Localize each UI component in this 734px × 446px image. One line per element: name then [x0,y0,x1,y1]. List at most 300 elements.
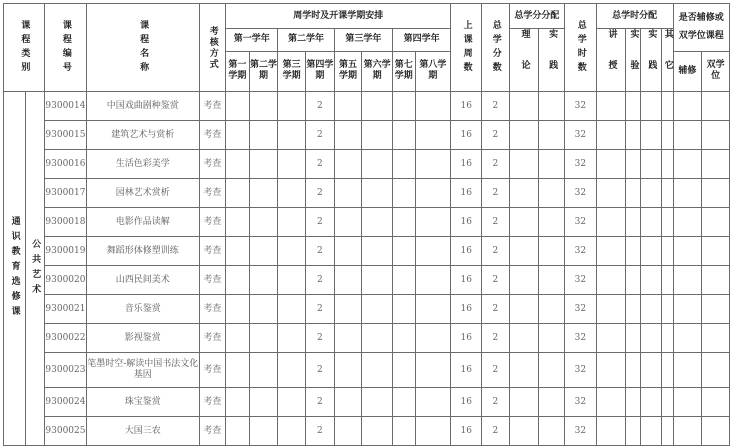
header-name: 课程名称 [86,4,199,92]
semester-6-hours [362,417,393,446]
course-name: 建筑艺术与赏析 [86,121,199,150]
header-category: 课程类别 [4,4,45,92]
practice-credits [539,388,565,417]
total-credits: 2 [482,179,510,208]
table-row [4,208,730,237]
total-hours: 32 [565,92,597,121]
assessment-method: 考查 [199,295,226,324]
assessment-method: 考查 [199,237,226,266]
lecture-hours [596,266,626,295]
double-degree-flag [702,295,730,324]
other-hours [662,92,673,121]
practice-hours [640,208,662,237]
semester-6-hours [362,295,393,324]
theory-credits [509,388,539,417]
table-row [4,179,730,208]
semester-5-hours [334,208,362,237]
semester-2-hours [249,417,278,446]
total-credits: 2 [482,324,510,353]
total-credits: 2 [482,237,510,266]
total-credits: 2 [482,295,510,324]
semester-1-hours [226,179,250,208]
semester-3-hours [278,179,306,208]
semester-2-hours [249,388,278,417]
header-semester-5: 第五学期 [334,51,362,92]
semester-5-hours [334,150,362,179]
header-theory-credits: 理论 [509,29,539,92]
course-name: 影视鉴赏 [86,324,199,353]
practice-credits [539,266,565,295]
category-sub: 公共艺术 [25,92,44,446]
semester-3-hours [278,388,306,417]
double-degree-flag [702,417,730,446]
weeks: 16 [451,237,482,266]
double-degree-flag [702,324,730,353]
header-minor-group: 是否辅修或双学位课程 [673,4,729,52]
semester-8-hours [415,179,451,208]
practice-hours [640,121,662,150]
other-hours [662,324,673,353]
weeks: 16 [451,353,482,388]
practice-credits [539,417,565,446]
semester-2-hours [249,353,278,388]
semester-4-hours: 2 [306,388,335,417]
practice-hours [640,150,662,179]
course-code: 9300020 [44,266,86,295]
theory-credits [509,92,539,121]
total-credits: 2 [482,388,510,417]
course-code: 9300023 [44,353,86,388]
semester-3-hours [278,353,306,388]
double-degree-flag [702,179,730,208]
total-hours: 32 [565,121,597,150]
header-hour-dist-group: 总学时分配 [596,4,673,29]
lab-hours [626,150,640,179]
lab-hours [626,121,640,150]
semester-2-hours [249,295,278,324]
other-hours [662,353,673,388]
total-credits: 2 [482,150,510,179]
lab-hours [626,237,640,266]
semester-2-hours [249,179,278,208]
weeks: 16 [451,417,482,446]
other-hours [662,150,673,179]
semester-2-hours [249,150,278,179]
table-row [4,417,730,446]
table-row [4,353,730,388]
practice-hours [640,237,662,266]
course-name: 笔墨时空-解读中国书法文化基因 [86,353,199,388]
total-credits: 2 [482,417,510,446]
practice-credits [539,150,565,179]
header-semester-3: 第三学期 [278,51,306,92]
semester-1-hours [226,417,250,446]
semester-6-hours [362,150,393,179]
semester-8-hours [415,237,451,266]
header-year-1: 第一学年 [226,29,278,52]
theory-credits [509,324,539,353]
total-credits: 2 [482,353,510,388]
course-name: 舞蹈形体修塑训练 [86,237,199,266]
semester-6-hours [362,388,393,417]
semester-8-hours [415,324,451,353]
other-hours [662,121,673,150]
semester-4-hours: 2 [306,179,335,208]
semester-4-hours: 2 [306,295,335,324]
total-hours: 32 [565,353,597,388]
total-hours: 32 [565,179,597,208]
practice-hours [640,179,662,208]
course-code: 9300017 [44,179,86,208]
course-code: 9300016 [44,150,86,179]
table-row [4,266,730,295]
practice-credits [539,353,565,388]
practice-hours [640,388,662,417]
theory-credits [509,295,539,324]
total-hours: 32 [565,388,597,417]
semester-8-hours [415,121,451,150]
double-degree-flag [702,237,730,266]
course-name: 园林艺术赏析 [86,179,199,208]
table-row [4,237,730,266]
course-code: 9300022 [44,324,86,353]
semester-3-hours [278,237,306,266]
lecture-hours [596,388,626,417]
semester-4-hours: 2 [306,208,335,237]
minor-flag [673,324,702,353]
header-semester-7: 第七学期 [393,51,416,92]
weeks: 16 [451,179,482,208]
course-name: 山西民间美术 [86,266,199,295]
semester-7-hours [393,92,416,121]
semester-1-hours [226,353,250,388]
practice-hours [640,417,662,446]
minor-flag [673,353,702,388]
curriculum-table [3,3,730,446]
total-credits: 2 [482,208,510,237]
table-row [4,295,730,324]
semester-8-hours [415,208,451,237]
lab-hours [626,208,640,237]
semester-1-hours [226,121,250,150]
practice-credits [539,324,565,353]
semester-8-hours [415,150,451,179]
semester-7-hours [393,353,416,388]
minor-flag [673,92,702,121]
table-row [4,150,730,179]
table-row [4,388,730,417]
total-credits: 2 [482,266,510,295]
header-semester-2: 第二学期 [249,51,278,92]
minor-flag [673,295,702,324]
header-year-3: 第三学年 [334,29,392,52]
semester-7-hours [393,266,416,295]
course-code: 9300015 [44,121,86,150]
semester-1-hours [226,150,250,179]
semester-8-hours [415,417,451,446]
semester-1-hours [226,388,250,417]
weeks: 16 [451,150,482,179]
semester-2-hours [249,92,278,121]
minor-flag [673,208,702,237]
semester-2-hours [249,121,278,150]
semester-7-hours [393,388,416,417]
semester-7-hours [393,295,416,324]
semester-4-hours: 2 [306,324,335,353]
table-row [4,324,730,353]
double-degree-flag [702,266,730,295]
semester-7-hours [393,237,416,266]
header-code: 课程编号 [44,4,86,92]
practice-hours [640,266,662,295]
assessment-method: 考查 [199,353,226,388]
header-total-credits: 总学分数 [482,4,510,92]
assessment-method: 考查 [199,324,226,353]
course-code: 9300024 [44,388,86,417]
practice-credits [539,179,565,208]
header-other-hours: 其它 [662,29,673,91]
other-hours [662,266,673,295]
assessment-method: 考查 [199,208,226,237]
course-code: 9300025 [44,417,86,446]
total-credits: 2 [482,92,510,121]
course-name: 珠宝鉴赏 [86,388,199,417]
header-practice-hours: 实践 [640,29,662,92]
lecture-hours [596,295,626,324]
semester-6-hours [362,266,393,295]
weeks: 16 [451,295,482,324]
lecture-hours [596,179,626,208]
weeks: 16 [451,121,482,150]
theory-credits [509,353,539,388]
weeks: 16 [451,324,482,353]
semester-6-hours [362,208,393,237]
semester-6-hours [362,237,393,266]
header-schedule-group: 周学时及开课学期安排 [226,4,451,29]
practice-credits [539,295,565,324]
semester-5-hours [334,417,362,446]
semester-1-hours [226,208,250,237]
theory-credits [509,121,539,150]
practice-hours [640,353,662,388]
other-hours [662,208,673,237]
total-hours: 32 [565,237,597,266]
semester-1-hours [226,92,250,121]
course-code: 9300019 [44,237,86,266]
lab-hours [626,388,640,417]
minor-flag [673,237,702,266]
minor-flag [673,121,702,150]
semester-8-hours [415,388,451,417]
weeks: 16 [451,266,482,295]
table-body [4,92,730,446]
total-hours: 32 [565,417,597,446]
semester-3-hours [278,92,306,121]
theory-credits [509,266,539,295]
semester-4-hours: 2 [306,121,335,150]
minor-flag [673,388,702,417]
semester-2-hours [249,237,278,266]
course-name: 中国戏曲剧种鉴赏 [86,92,199,121]
semester-5-hours [334,121,362,150]
semester-5-hours [334,324,362,353]
other-hours [662,417,673,446]
semester-6-hours [362,179,393,208]
semester-7-hours [393,121,416,150]
lab-hours [626,324,640,353]
semester-8-hours [415,295,451,324]
minor-flag [673,417,702,446]
header-semester-6: 第六学期 [362,51,393,92]
theory-credits [509,208,539,237]
practice-hours [640,92,662,121]
lecture-hours [596,417,626,446]
practice-credits [539,208,565,237]
practice-hours [640,295,662,324]
semester-5-hours [334,295,362,324]
weeks: 16 [451,208,482,237]
semester-3-hours [278,417,306,446]
minor-flag [673,179,702,208]
other-hours [662,179,673,208]
semester-6-hours [362,121,393,150]
assessment-method: 考查 [199,266,226,295]
semester-3-hours [278,266,306,295]
header-semester-8: 第八学期 [415,51,451,92]
header-year-4: 第四学年 [393,29,451,52]
double-degree-flag [702,121,730,150]
header-weeks: 上课周数 [451,4,482,92]
practice-credits [539,92,565,121]
semester-7-hours [393,208,416,237]
assessment-method: 考查 [199,388,226,417]
semester-3-hours [278,295,306,324]
course-code: 9300014 [44,92,86,121]
lab-hours [626,353,640,388]
semester-5-hours [334,388,362,417]
lab-hours [626,179,640,208]
semester-5-hours [334,237,362,266]
double-degree-flag [702,208,730,237]
course-code: 9300021 [44,295,86,324]
minor-flag [673,150,702,179]
assessment-method: 考查 [199,121,226,150]
double-degree-flag [702,353,730,388]
weeks: 16 [451,388,482,417]
assessment-method: 考查 [199,417,226,446]
semester-2-hours [249,208,278,237]
theory-credits [509,417,539,446]
semester-2-hours [249,324,278,353]
lab-hours [626,266,640,295]
assessment-method: 考查 [199,150,226,179]
theory-credits [509,237,539,266]
table-row [4,121,730,150]
course-name: 电影作品读解 [86,208,199,237]
minor-flag [673,266,702,295]
other-hours [662,295,673,324]
semester-6-hours [362,353,393,388]
practice-credits [539,237,565,266]
semester-4-hours: 2 [306,237,335,266]
semester-8-hours [415,266,451,295]
other-hours [662,388,673,417]
header-semester-4: 第四学期 [306,51,335,92]
assessment-method: 考查 [199,92,226,121]
double-degree-flag [702,150,730,179]
double-degree-flag [702,92,730,121]
semester-5-hours [334,92,362,121]
total-credits: 2 [482,121,510,150]
header-lecture-hours: 讲授 [596,29,626,92]
header-credit-dist-group: 总学分分配 [509,4,564,29]
lecture-hours [596,324,626,353]
semester-4-hours: 2 [306,92,335,121]
other-hours [662,237,673,266]
header-double-degree: 双学位 [702,51,730,92]
theory-credits [509,150,539,179]
semester-7-hours [393,179,416,208]
header-practice-credits: 实践 [539,29,565,92]
header-assessment: 考核方式 [199,4,226,92]
table-row [4,92,730,121]
semester-3-hours [278,324,306,353]
lecture-hours [596,353,626,388]
semester-5-hours [334,266,362,295]
lab-hours [626,92,640,121]
semester-8-hours [415,353,451,388]
theory-credits [509,179,539,208]
semester-6-hours [362,324,393,353]
header-semester-1: 第一学期 [226,51,250,92]
semester-6-hours [362,92,393,121]
semester-1-hours [226,295,250,324]
course-code: 9300018 [44,208,86,237]
lab-hours [626,417,640,446]
header-year-2: 第二学年 [278,29,334,52]
total-hours: 32 [565,324,597,353]
semester-3-hours [278,150,306,179]
header-total-hours: 总学时数 [565,4,597,92]
course-name: 大国三农 [86,417,199,446]
course-name: 生活色彩美学 [86,150,199,179]
semester-1-hours [226,324,250,353]
lecture-hours [596,121,626,150]
category-main: 通识教育选修课 [4,92,26,446]
total-hours: 32 [565,208,597,237]
semester-7-hours [393,324,416,353]
double-degree-flag [702,388,730,417]
lab-hours [626,295,640,324]
semester-1-hours [226,266,250,295]
semester-7-hours [393,417,416,446]
semester-3-hours [278,121,306,150]
semester-4-hours: 2 [306,266,335,295]
semester-8-hours [415,92,451,121]
header-lab-hours: 实验 [626,29,640,92]
semester-4-hours: 2 [306,353,335,388]
semester-4-hours: 2 [306,150,335,179]
lecture-hours [596,92,626,121]
lecture-hours [596,237,626,266]
semester-5-hours [334,353,362,388]
semester-7-hours [393,150,416,179]
semester-3-hours [278,208,306,237]
semester-5-hours [334,179,362,208]
total-hours: 32 [565,295,597,324]
course-name: 音乐鉴赏 [86,295,199,324]
semester-1-hours [226,237,250,266]
